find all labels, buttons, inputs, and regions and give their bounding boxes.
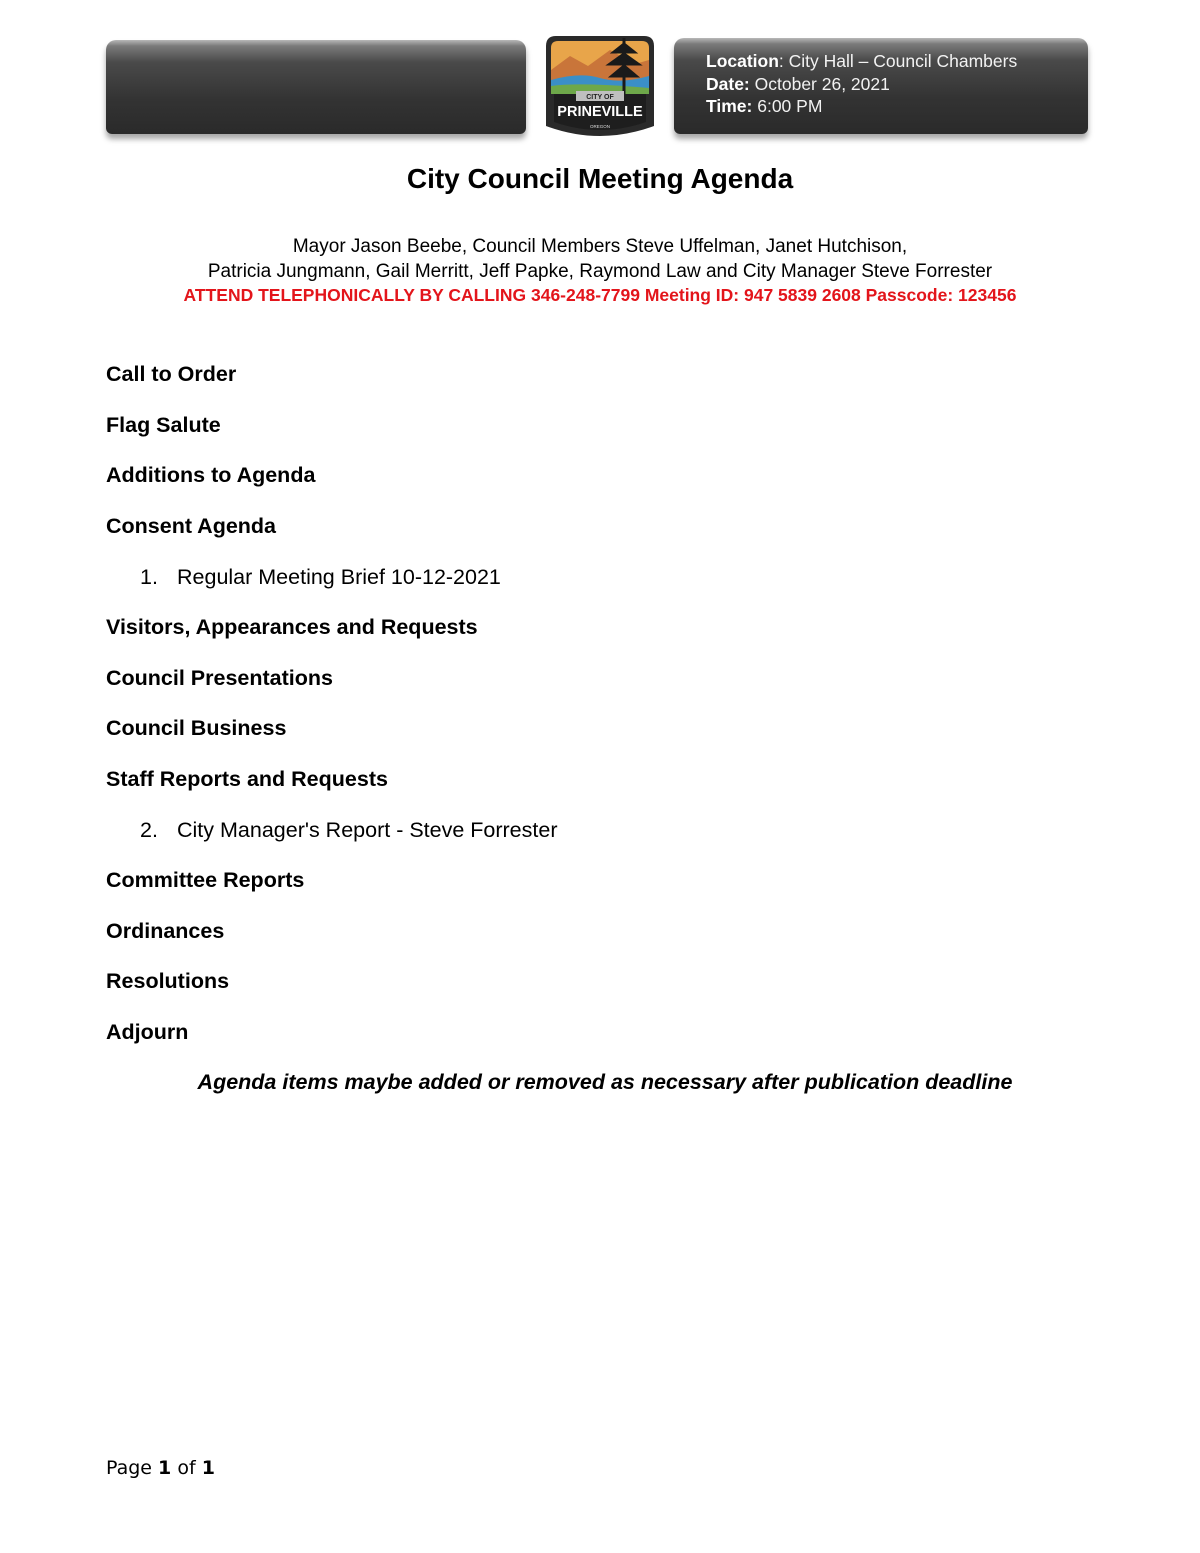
city-logo [540, 30, 660, 142]
time-row [706, 95, 1017, 118]
time-value: 6:00 PM [752, 96, 823, 116]
section-business: Council Business [106, 716, 287, 740]
agenda-item-2 [140, 818, 557, 843]
section-flag-salute: Flag Salute [106, 413, 221, 437]
attend-phone-notice: ATTEND TELEPHONICALLY BY CALLING 346-248-7799 Meeting ID: 947 5839 2608 Passcode: 123456 [183, 285, 1017, 305]
section-committee: Committee Reports [106, 868, 305, 892]
agenda-item-number: 1. [140, 565, 158, 589]
section-adjourn: Adjourn [106, 1020, 189, 1044]
page-total: 1 [201, 1457, 215, 1479]
location-label: Location [706, 51, 779, 71]
page-title: City Council Meeting Agenda [406, 163, 794, 194]
members-line-1: Mayor Jason Beebe, Council Members Steve Uffelman, Janet Hutchison, [292, 236, 908, 257]
time-label: Time: [706, 96, 753, 116]
page-current: 1 [158, 1457, 172, 1479]
section-resolutions: Resolutions [106, 969, 230, 993]
section-ordinances: Ordinances [106, 919, 225, 943]
section-additions: Additions to Agenda [106, 463, 316, 487]
logo-line1: CITY OF [586, 94, 614, 101]
agenda-item-text: City Manager's Report - Steve Forrester [177, 818, 558, 842]
location-value: : City Hall – Council Chambers [778, 51, 1018, 71]
agenda-item-text: Regular Meeting Brief 10-12-2021 [177, 565, 501, 589]
section-call-to-order: Call to Order [106, 362, 237, 386]
agenda-disclaimer: Agenda items maybe added or removed as necessary after publication deadline [197, 1070, 1013, 1094]
section-consent: Consent Agenda [106, 514, 277, 538]
date-label: Date: [706, 73, 750, 94]
section-visitors: Visitors, Appearances and Requests [106, 615, 478, 639]
of-word: of [177, 1457, 196, 1479]
agenda-item-1 [140, 565, 501, 590]
header-bar-left [106, 40, 526, 134]
agenda-item-number: 2. [140, 818, 158, 842]
date-value: October 26, 2021 [749, 73, 890, 94]
logo-line3: OREGON [589, 124, 611, 129]
section-staff: Staff Reports and Requests [106, 767, 388, 791]
meeting-info [706, 50, 1017, 118]
page-word: Page [106, 1457, 152, 1479]
logo-line2: PRINEVILLE [557, 104, 643, 120]
date-row [706, 73, 1017, 96]
section-presentations: Council Presentations [106, 666, 333, 690]
location-row [706, 50, 1017, 73]
members-line-2: Patricia Jungmann, Gail Merritt, Jeff Papke, Raymond Law and City Manager Steve Forrester [207, 261, 993, 282]
page-number [106, 1457, 215, 1479]
